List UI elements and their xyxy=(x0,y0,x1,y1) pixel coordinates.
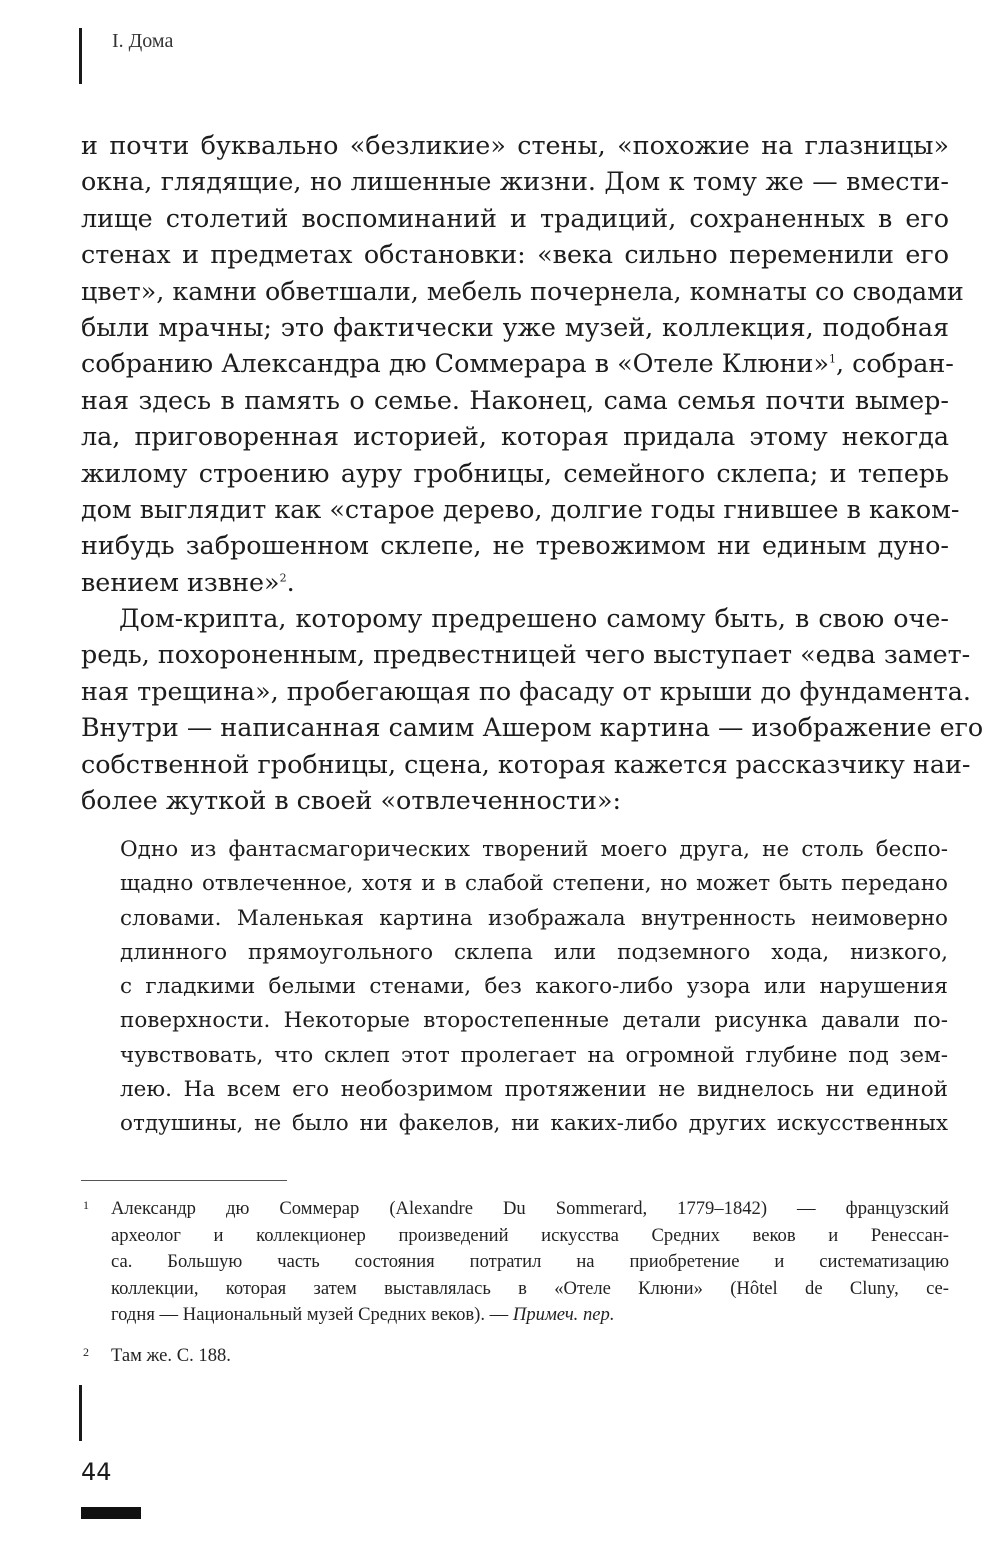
footnote-ref-1[interactable]: 1 xyxy=(829,352,837,366)
quote-line: поверхности. Некоторые второстепенные детали рисунка давали по- xyxy=(120,1008,948,1034)
quote-line: с гладкими белыми стенами, без какого-либо узора или нарушения xyxy=(120,974,948,1000)
footnote-line: Александр дю Соммерар (Alexandre Du Sommerard, 1779–1842) — французский xyxy=(111,1198,949,1219)
page-number: 44 xyxy=(81,1458,112,1486)
footnote-1 xyxy=(81,1196,949,1329)
paragraph-1 xyxy=(81,127,964,600)
text-line: и почти буквально «безликие» стены, «похожие на глазницы» xyxy=(81,130,949,160)
text-fragment: собранию Александра дю Соммерара в «Отеле Клюни» xyxy=(81,348,830,379)
quote-line: лею. На всем его необозримом протяжении не виднелось ни единой xyxy=(120,1077,948,1103)
text-line: нибудь заброшенном склепе, не тревожимом ни единым дуно- xyxy=(81,530,949,561)
paragraph-2 xyxy=(81,600,984,818)
header-rule xyxy=(79,28,82,84)
footnote-line: Там же. С. 188. xyxy=(111,1344,231,1366)
running-title: I. Дома xyxy=(112,30,174,52)
footnote-ref-2[interactable]: 2 xyxy=(279,571,287,585)
quote-line: чувствовать, что склеп этот пролегает на огромной глубине под зем- xyxy=(120,1042,948,1068)
text-line: вением извне»$^2$. xyxy=(81,566,295,597)
block-quote xyxy=(120,833,948,1142)
quote-line: длинного прямоугольного склепа или подземного хода, низкого, xyxy=(120,939,948,965)
text-line: цвет», камни обветшали, мебель почернела, комнаты со сводами xyxy=(81,275,964,306)
quote-line: Одно из фантасмагорических творений моего друга, не столь беспо- xyxy=(120,837,948,862)
text-fragment: вением извне» xyxy=(81,566,280,597)
footnote-text: годня — Национальный музей Средних веков). — xyxy=(111,1304,513,1325)
text-line: были мрачны; это фактически уже музей, коллекция, подобная xyxy=(81,311,949,342)
text-line: лище столетий воспоминаний и традиций, сохраненных в его xyxy=(81,202,949,233)
text-line: более жуткой в своей «отвлеченности»: xyxy=(81,785,622,816)
footnote-line xyxy=(111,1302,949,1329)
footnote-2 xyxy=(81,1343,949,1370)
text-line: собственной гробницы, сцена, которая кажется рассказчику наи- xyxy=(81,748,971,779)
text-line: редь, похороненным, предвестницей чего выступает «едва замет- xyxy=(81,639,971,670)
footnote-mark: 2 xyxy=(83,1344,89,1359)
quote-line: щадно отвлеченное, хотя и в слабой степени, но может быть передано xyxy=(120,871,948,897)
text-fragment: , собран- xyxy=(836,348,954,379)
text-line: дом выглядит как «старое дерево, долгие годы гнившее в каком- xyxy=(81,493,960,524)
text-line: жилому строению ауру гробницы, семейного склепа; и теперь xyxy=(81,457,949,488)
footnote-line: коллекции, которая затем выставлялась в «Отеле Клюни» (Hôtel de Cluny, се- xyxy=(111,1277,949,1299)
footer-rule xyxy=(79,1385,82,1441)
text-line: ная здесь в память о семье. Наконец, сама семья почти вымер- xyxy=(81,384,949,415)
footnote-line: археолог и коллекционер произведений искусства Средних веков и Ренессан- xyxy=(111,1224,949,1246)
text-line xyxy=(81,345,954,381)
footnote-mark: 1 xyxy=(83,1198,89,1212)
page-marker-bar xyxy=(81,1507,141,1519)
text-line: ная трещина», пробегающая по фасаду от крыши до фундамента. xyxy=(81,675,971,706)
main-text xyxy=(81,127,984,818)
text-line: окна, глядящие, но лишенные жизни. Дом к тому же — вмести- xyxy=(81,166,949,197)
quote-line: словами. Маленькая картина изображала внутренность неимоверно xyxy=(120,905,948,931)
translator-note: Примеч. пер. xyxy=(512,1304,615,1325)
text-line: Дом-крипта, которому предрешено самому быть, в свою оче- xyxy=(119,603,949,634)
text-line: Внутри — написанная самим Ашером картина — изображение его xyxy=(81,712,984,743)
text-line: ла, приговоренная историей, которая придала этому некогда xyxy=(81,421,949,452)
quote-line: отдушины, не было ни факелов, ни каких-либо других искусственных xyxy=(120,1111,948,1137)
text-line: стенах и предметах обстановки: «века сильно переменили его xyxy=(81,239,949,270)
footnote-divider xyxy=(81,1180,287,1181)
footnote-line: са. Большую часть состояния потратил на приобретение и систематизацию xyxy=(111,1251,949,1272)
footnotes xyxy=(81,1196,949,1369)
